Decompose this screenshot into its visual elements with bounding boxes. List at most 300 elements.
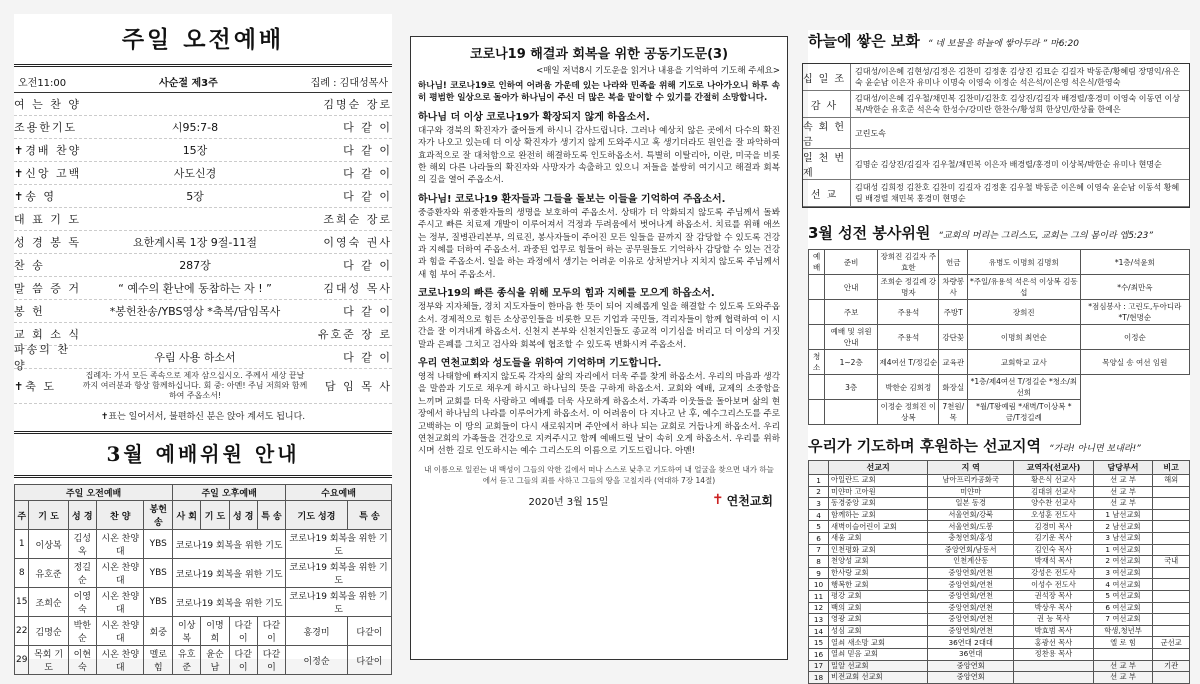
mission-cell: 박효범 목사 [1014,625,1093,637]
mission-cell: 4 [809,509,829,521]
mission-cell [1153,521,1190,533]
committee-cell: 코로나19 회복을 위한 기도 [286,559,392,588]
order-label: 봉 헌 [14,305,45,318]
service-cell: *월/T왕예림 *새벽/T이상복 *금/T정길례 [967,400,1080,425]
service-cell: 준비 [825,250,878,275]
mission-cell: 군선교 [1153,637,1190,649]
committee-col-header: 특 송 [257,501,285,530]
committee-cell: 다같이 [229,617,257,646]
committee-cell: 유호준 [29,559,68,588]
offering-type: 십일조 [803,64,851,90]
service-cell: 이명희 최연순 [967,325,1080,350]
mission-cell: 36연대 [928,648,1014,660]
service-cell: 교육관 [939,350,967,375]
mission-cell: 천양성 교회 [829,556,928,568]
mission-cell: 중앙연회/남동서 [928,544,1014,556]
mission-cell: 중앙연회/연천 [928,614,1014,626]
mission-cell: 인천계산동 [928,556,1014,568]
order-row [14,139,392,162]
service-cell: 장희진 김길자 주효한 [878,250,939,275]
order-person: 다 같 이 [343,351,392,364]
committee-row [15,530,392,559]
worship-order-page [14,14,392,673]
mission-cell: 황은식 선교사 [1014,475,1093,487]
scripture-verse: 내 이름으로 일컫는 내 백성이 그들의 악한 길에서 떠나 스스로 낮추고 기도하여 내 얼굴을 찾으면 내가 하늘에서 듣고 그들의 죄를 사하고 그들의 땅을 고칠지라 (역대하 7장 14절) [424,464,774,485]
mission-cell: 인천평화 교회 [829,544,928,556]
service-cell [809,400,825,425]
divider [14,475,392,478]
mission-row [809,486,1190,498]
committee-cell: 다같이 [229,646,257,675]
service-row [809,250,1190,275]
committee-cell: 이영숙 [68,588,96,617]
committee-col-header: 봉헌송 [144,501,173,530]
mission-cell: 비전교회 선교회 [829,672,928,684]
prayer-section-heading: 하나님! 코로나19 환자들과 그들을 돌보는 이들을 기억하여 주옵소서. [418,193,726,205]
group-morning: 주일 오전예배 [15,485,173,501]
committee-title: 3월 예배위원 안내 [106,442,300,466]
mission-cell: 백의 교회 [829,602,928,614]
prayer-footer [411,488,787,513]
service-cell: 안내 [825,275,878,300]
benediction-text: 집례자: 가서 모든 족속으로 제자 삼으십시오. 주께서 세상 끝날까지 여러분과 항상 함께하십니다. 회 중: 아멘! 주님 저희와 함께하여 주옵소서! [82,371,308,400]
order-row [14,208,392,231]
mission-row [809,567,1190,579]
order-label: ✝경배 찬양 [14,144,82,157]
mission-cell [1153,614,1190,626]
mission-cell: 권 능 목사 [1014,614,1093,626]
mission-row [809,590,1190,602]
order-content: 5장 [186,190,204,203]
offering-type: 일천번제 [803,149,851,179]
order-row [14,116,392,139]
service-cell: 조희순 정길례 강명자 [878,275,939,300]
mission-row [809,532,1190,544]
mission-cell: 충청연회/홍성 [928,532,1014,544]
committee-col-header: 주 [15,501,29,530]
service-cell: 장희진 [967,300,1080,325]
committee-row [15,617,392,646]
mission-cell: 2 [809,486,829,498]
service-cell [809,275,825,300]
service-cell: 주방T [939,300,967,325]
service-row [809,300,1190,325]
mission-cell: 성심 교회 [829,625,928,637]
prayer-sections [411,105,787,458]
committee-cell: 코로나19 회복을 위한 기도 [173,559,286,588]
worship-title: 주일 오전예배 [121,25,285,53]
prayer-section-heading: 코로나19의 빠른 종식을 위해 모두의 힘과 지혜를 모으게 하옵소서. [418,288,715,300]
service-cell: 예배 및 위원 안내 [825,325,878,350]
mission-cell: 밀알 선교회 [829,660,928,672]
committee-table [14,484,392,675]
committee-cell: 코로나19 회복을 위한 기도 [286,530,392,559]
mission-cell: 김인숙 목사 [1014,544,1093,556]
offering-names: 김대성/이은혜 김우철/채민복 김찬미/김찬호 김상진/김길자 배경렬/홍경미 이영숙 이동연 이상복/박한순 유호준 석은숙 한성수/강미란 한찬수/황성희 한상민/한상률 한예은 [855,94,1180,114]
service-cell: 7천원/목 [939,400,967,425]
committee-col-header: 기도 성경 [286,501,348,530]
committee-col-header: 찬 양 [96,501,144,530]
mission-cell: 새움 교회 [829,532,928,544]
committee-cell: 이상복 [29,530,68,559]
mission-cell: 선 교 부 [1093,498,1153,510]
committee-cell: YBS [144,559,173,588]
order-row [14,254,392,277]
service-table [808,249,1190,425]
mission-cell [1153,498,1190,510]
mission-cell: 14 [809,625,829,637]
committee-cell: 김성옥 [68,530,96,559]
order-row [14,93,392,116]
mission-cell: 중앙연회 [928,672,1014,684]
worship-time: 오전11:00 [18,78,67,89]
service-cell [809,325,825,350]
mission-cell: 7 여선교회 [1093,614,1153,626]
mission-cell: 18 [809,672,829,684]
service-cell: 청소 [809,350,825,375]
mission-col-header: 비고 [1153,461,1190,475]
mission-cell: 해외 [1153,475,1190,487]
mission-cell [1153,544,1190,556]
mission-cell [1153,602,1190,614]
mission-cell: 17 [809,660,829,672]
mission-heading [808,435,1190,456]
offering-names: 고린도속 [855,128,886,138]
order-row [14,300,392,323]
order-person: 조희순 장로 [323,213,392,226]
mission-row [809,637,1190,649]
mission-cell: 남아프리카공화국 [928,475,1014,487]
mission-cell: 중앙연회/연천 [928,625,1014,637]
committee-cell: 다같이 [347,646,391,675]
mission-cell [1153,567,1190,579]
mission-cell: 이성수 전도사 [1014,579,1093,591]
committee-cell: 시온 찬양대 [96,559,144,588]
committee-cell: 윤순남 [201,646,229,675]
committee-row [15,559,392,588]
committee-cell: 1 [15,530,29,559]
order-content: “ 예수의 환난에 동참하는 자 ! ” [118,282,272,295]
mission-cell: 1 남선교회 [1093,509,1153,521]
order-label: 대 표 기 도 [14,213,81,226]
mission-cell [1014,660,1093,672]
mission-cell: 1 [809,475,829,487]
mission-cell: 미얀마 고아원 [829,486,928,498]
committee-cell: 다같이 [347,617,391,646]
service-cell [809,300,825,325]
mission-cell: 박상우 목사 [1014,602,1093,614]
mission-cell: 김경미 목사 [1014,521,1093,533]
order-label: 교 회 소 식 [14,328,81,341]
service-cell: 예배 [809,250,825,275]
mission-cell: 열쇠 새소망 교회 [829,637,928,649]
service-cell [825,400,878,425]
mission-col-header: 담당부서 [1093,461,1153,475]
order-content: 15장 [182,144,208,157]
benediction-row [14,369,392,404]
prayer-section-text: 정부와 지자체들, 경치 지도자들이 한마음 한 뜻이 되어 지혜롭게 일을 해결할 수 있도록 도와주옵소서. 경제적으로 힘든 소상공인들을 비롯한 모든 기업과 국민들, 격리자들이 함께 협력하여 이 시간을 잘 이겨내게 하옵소서. 신천지 본부와 신천지인들도 종교적 이기심을 버리고 더 이상의 거짓말과 은폐를 그치고 검사와 회복에 협조할 수 있도록 변화시켜 주옵소서. [418,302,781,350]
mission-cell: 서울연회/도봉 [928,521,1014,533]
order-row [14,162,392,185]
offering-type: 감사 [803,91,851,117]
prayer-section-text: 대구와 경북의 확진자가 줄어들게 하시니 감사드립니다. 그러나 예상치 않은 곳에서 다수의 확진자가 나오고 있는데 더 이상 확진자가 생기지 않게 도와주시고 혹 생기더라도 원인을 잘 파악하여 효과적으로 잘 대처함으로 완전히 해결하도록 인도하옵소서. 특별히 이탈리아, 이란, 미국을 비롯한 해외 다른 나라들의 확진자와 사망자가 속출하고 있으니 저들을 불쌍히 여기시고 해결과 회복의 길을 열어 주옵소서. [418,125,780,186]
prayer-page [410,36,788,660]
service-row [809,325,1190,350]
order-label: 찬 송 [14,259,45,272]
service-row [809,375,1190,400]
group-afternoon: 주일 오후예배 [173,485,286,501]
service-cell: 주용석 [878,325,939,350]
offering-page [803,30,1190,682]
committee-cell: 15 [15,588,29,617]
committee-cell: 시온 찬양대 [96,530,144,559]
offering-row [803,91,1189,118]
mission-cell: 일본 동경 [928,498,1014,510]
mission-cell: 2 남선교회 [1093,521,1153,533]
service-cell: 헌금 [939,250,967,275]
offering-title: 하늘에 쌓은 보화 [808,32,920,50]
prayer-section-text: 영적 나태함에 빠지지 않도록 각자의 삶의 자리에서 더욱 주를 찾게 하옵소서. 우리의 마음과 생각을 말씀과 기도로 채우게 하시고 하나님의 뜻을 구하게 하옵소서. 교회와 예배, 교제의 소중함을 느끼며 교회를 더욱 사랑하고 예배를 더욱 사모하게 하옵소서. 가족과 이웃들을 돌아보며 삶의 현장에서 하나님의 나라를 이루어가게 하옵소서. 이 어려움이 다 지나고 난 후, 예수그리스도를 주로 고백하는 이 땅의 교회들이 다시 새로워지며 주안에서 하나 되는 교회로 거듭나게 하옵소서. 우리 연천교회의 가족들을 건강으로 지켜주시고 함께 예배드릴 날이 속히 오게 하옵소서. 우리를 위하시며 선한 길로 인도하시는 예수 그리스도의 이름으로 기도드립니다. 아멘! [418,371,781,457]
mission-row [809,625,1190,637]
offering-table [802,63,1190,208]
offering-type: 속회헌금 [803,118,851,148]
service-cell: 목양실 송 여선 임원 [1080,350,1189,375]
order-row [14,185,392,208]
mission-cell: 6 [809,532,829,544]
committee-cell: 이현숙 [68,646,96,675]
service-cell: 주용석 [878,300,939,325]
mission-cell: 김기운 목사 [1014,532,1093,544]
committee-cell: 다같이 [257,646,285,675]
mission-cell: 함께하는 교회 [829,509,928,521]
committee-cell: 시온 찬양대 [96,617,144,646]
order-label: ✝신앙 고백 [14,167,82,180]
prayer-title: 코로나19 해결과 회복을 위한 공동기도문(3) [469,47,729,62]
mission-cell: 8 [809,556,829,568]
mission-cell: 중앙연회/연천 [928,590,1014,602]
service-cell: 유병도 이명희 김명희 [967,250,1080,275]
mission-cell: 9 [809,567,829,579]
committee-col-header: 특 송 [347,501,391,530]
mission-col-header: 지 역 [928,461,1014,475]
mission-cell: 중앙연회/연천 [928,567,1014,579]
worship-leader: 집례 : 김대성목사 [310,78,388,89]
service-cell: 제4여선 T/정길순 [878,350,939,375]
prayer-section-text: 중증환자와 위중환자들의 생명을 보호하여 주옵소서. 상태가 더 악화되지 않도록 주님께서 돌봐주시고 빠른 치료제 개발이 이루어져서 걱정과 두려움에서 벗어나게 하옵소서. 치료를 위해 애쓰는 정부, 질병관리본부, 의료진, 봉사자들이 주어진 모든 일들을 끝까지 잘 감당할 수 있도록 건강과 지혜를 더하여 주옵소서. 과중된 업무로 힘들어 하는 공무원들도 기억하사 감당할 수 있는 건강과 힘을 주옵소서. 일을 하는 과정에서 생기는 어려운 이유로 상처받거나 지치지 않도록 주님께서 새 힘 부어 주옵소서. [418,207,781,280]
divider [14,431,392,434]
order-person: 이영숙 권사 [323,236,392,249]
committee-cell: 시온 찬양대 [96,588,144,617]
order-person: 다 같 이 [343,190,392,203]
order-content: 사도신경 [173,167,217,180]
mission-row [809,672,1190,684]
prayer-subtitle: <매일 저녁8시 기도운을 읽거나 내용을 기억하여 기도해 주세요> [536,66,780,76]
mission-cell [1153,590,1190,602]
committee-cell: 회중 [144,617,173,646]
mission-cell: 11 [809,590,829,602]
order-content: 시95:7-8 [171,121,219,134]
order-content: 287장 [179,259,211,272]
prayer-intro: 하나님! 코로나19로 인하여 어려움 가운데 있는 나라와 민족을 위해 기도로 나아가오니 하루 속히 평범한 일상으로 돌아가 하나님이 주신 더 많은 복을 맡이할 수 있기를 간절히 소망합니다. [418,81,780,104]
service-title: 3월 성전 봉사위원 [808,224,931,242]
mission-cell: 김대위 선교사 [1014,486,1093,498]
service-cell: 박한순 김희정 [878,375,939,400]
mission-cell: 7 [809,544,829,556]
service-cell: 1~2층 [825,350,878,375]
committee-cell: 정길순 [68,559,96,588]
offering-type: 선교 [803,180,851,206]
order-person: 다 같 이 [343,259,392,272]
mission-row [809,509,1190,521]
committee-cell: 이상복 [173,617,201,646]
order-person: 김대성 목사 [323,282,392,295]
order-person: 다 같 이 [343,144,392,157]
committee-cell: 이정순 [286,646,348,675]
committee-cell: 코로나19 회복을 위한 기도 [173,530,286,559]
order-person: 다 같 이 [343,121,392,134]
committee-cell: 유호준 [173,646,201,675]
service-cell: 화장실 [939,375,967,400]
prayer-section-heading: 하나님 더 이상 코로나19가 확장되지 않게 하옵소서. [418,111,650,123]
service-row [809,400,1190,425]
mission-row [809,614,1190,626]
offering-quote: “ 네 보물을 하늘에 쌓아두라 ” 마6:20 [927,39,1079,49]
benediction-minister: 담 임 목 사 [325,380,392,393]
mission-cell: 1 여선교회 [1093,544,1153,556]
mission-cell: 13 [809,614,829,626]
committee-cell: 코로나19 회복을 위한 기도 [173,588,286,617]
mission-cell [1153,672,1190,684]
service-cell: *주일/유용석 석은석 이상복 김동섭 [967,275,1080,300]
mission-cell [1153,579,1190,591]
mission-cell: 아일란드 교회 [829,475,928,487]
mission-table [808,460,1190,684]
mission-cell: 기관 [1153,660,1190,672]
mission-cell: 평강 교회 [829,590,928,602]
offering-row [803,118,1189,149]
mission-cell: 국내 [1153,556,1190,568]
prayer-date: 2020년 3월 15일 [528,496,609,508]
mission-cell [1014,672,1093,684]
mission-cell: 6 여선교회 [1093,602,1153,614]
committee-cell: 29 [15,646,29,675]
committee-cell: 김명순 [29,617,68,646]
committee-cell: 시온 찬양대 [96,646,144,675]
mission-row [809,556,1190,568]
mission-cell [1153,486,1190,498]
mission-row [809,521,1190,533]
mission-row [809,498,1190,510]
mission-cell: 오성훈 전도사 [1014,509,1093,521]
offering-row [803,149,1189,180]
order-label: 여 는 찬 양 [14,98,81,111]
mission-row [809,660,1190,672]
committee-cell: YBS [144,530,173,559]
benediction-label: ✝축 도 [14,380,56,393]
mission-cell: 서울연회/강북 [928,509,1014,521]
mission-cell: 새벽이슬어린이 교회 [829,521,928,533]
order-person: 김명순 장로 [323,98,392,111]
prayer-section-heading: 우리 연천교회와 성도들을 위하여 기억하며 기도합니다. [418,357,662,369]
service-cell: *1층/석윤희 [1080,250,1189,275]
mission-cell: 미얀마 [928,486,1014,498]
mission-title: 우리가 기도하며 후원하는 선교지역 [808,437,1042,455]
committee-cell: 8 [15,559,29,588]
committee-col-header: 사 회 [173,501,201,530]
service-cell [809,375,825,400]
mission-cell: 10 [809,579,829,591]
committee-cell: 22 [15,617,29,646]
mission-col-header: 선교지 [829,461,928,475]
mission-cell: 엘 로 힘 [1093,637,1153,649]
church-logo [712,492,773,509]
mission-cell: 학생,청년부 [1093,625,1153,637]
offering-row [803,64,1189,91]
mission-cell: 강성은 전도사 [1014,567,1093,579]
order-content: 우림 사용 하소서 [154,351,236,364]
mission-cell: 정찬용 목사 [1014,648,1093,660]
service-cell: *1층/제4여선 T/정길순 *청소/최선희 [967,375,1080,400]
mission-col-header: 교역자(선교사) [1014,461,1093,475]
order-label: 조용한기도 [14,121,78,134]
mission-row [809,475,1190,487]
mission-cell [1153,509,1190,521]
service-cell: 3층 [825,375,878,400]
mission-cell: 선 교 부 [1093,475,1153,487]
group-wednesday: 수요예배 [286,485,392,501]
mission-cell: 3 남선교회 [1093,532,1153,544]
mission-cell: 중앙연회/연천 [928,602,1014,614]
service-cell: *수/최만옥 [1080,275,1189,300]
mission-cell: 중앙연회 [928,660,1014,672]
mission-cell: 동경중앙 교회 [829,498,928,510]
service-row [809,275,1190,300]
mission-cell: 선 교 부 [1093,486,1153,498]
offering-names: 김대성 김희정 김찬호 김찬미 김길자 김정훈 김우철 박동준 이은혜 이영숙 윤순남 이동석 황혜림 배경렬 채민복 홍경미 현명순 [855,183,1180,203]
service-cell: 이정순 [1080,325,1189,350]
worship-season: 사순절 제3주 [159,78,218,89]
mission-cell: 중앙연회/연천 [928,579,1014,591]
divider [14,64,392,67]
committee-col-header: 기 도 [29,501,68,530]
service-cell: *점심봉사 : 고린도,두아디라 *T/현명순 [1080,300,1189,325]
order-row [14,277,392,300]
committee-row [15,588,392,617]
committee-cell: 이명희 [201,617,229,646]
mission-cell: 3 여선교회 [1093,567,1153,579]
service-row [809,350,1190,375]
standing-note: ✝표는 일어서서, 불편하신 분은 앉아 계셔도 됩니다. [100,412,306,422]
committee-cell: 조희순 [29,588,68,617]
committee-col-header: 성 경 [68,501,96,530]
committee-cell: 박한순 [68,617,96,646]
order-row [14,231,392,254]
service-cell: 주보 [825,300,878,325]
service-cell: 교회학교 교사 [967,350,1080,375]
mission-cell: 한사랑 교회 [829,567,928,579]
committee-cell: 목회 기도 [29,646,68,675]
offering-heading [808,30,1190,51]
order-list [14,93,392,372]
worship-title-wrap [14,14,392,60]
mission-cell: 16 [809,648,829,660]
mission-cell: 12 [809,602,829,614]
mission-cell: 3 [809,498,829,510]
mission-cell: 열쇠 믿음 교회 [829,648,928,660]
mission-cell [1093,648,1153,660]
offering-names: 김명순 김상진/김길자 김우철/채민복 이은자 배경렬/홍경미 이상복/박한순 유미나 현명순 [855,159,1162,169]
mission-quote: “가라! 아니면 보내라!” [1049,444,1141,454]
